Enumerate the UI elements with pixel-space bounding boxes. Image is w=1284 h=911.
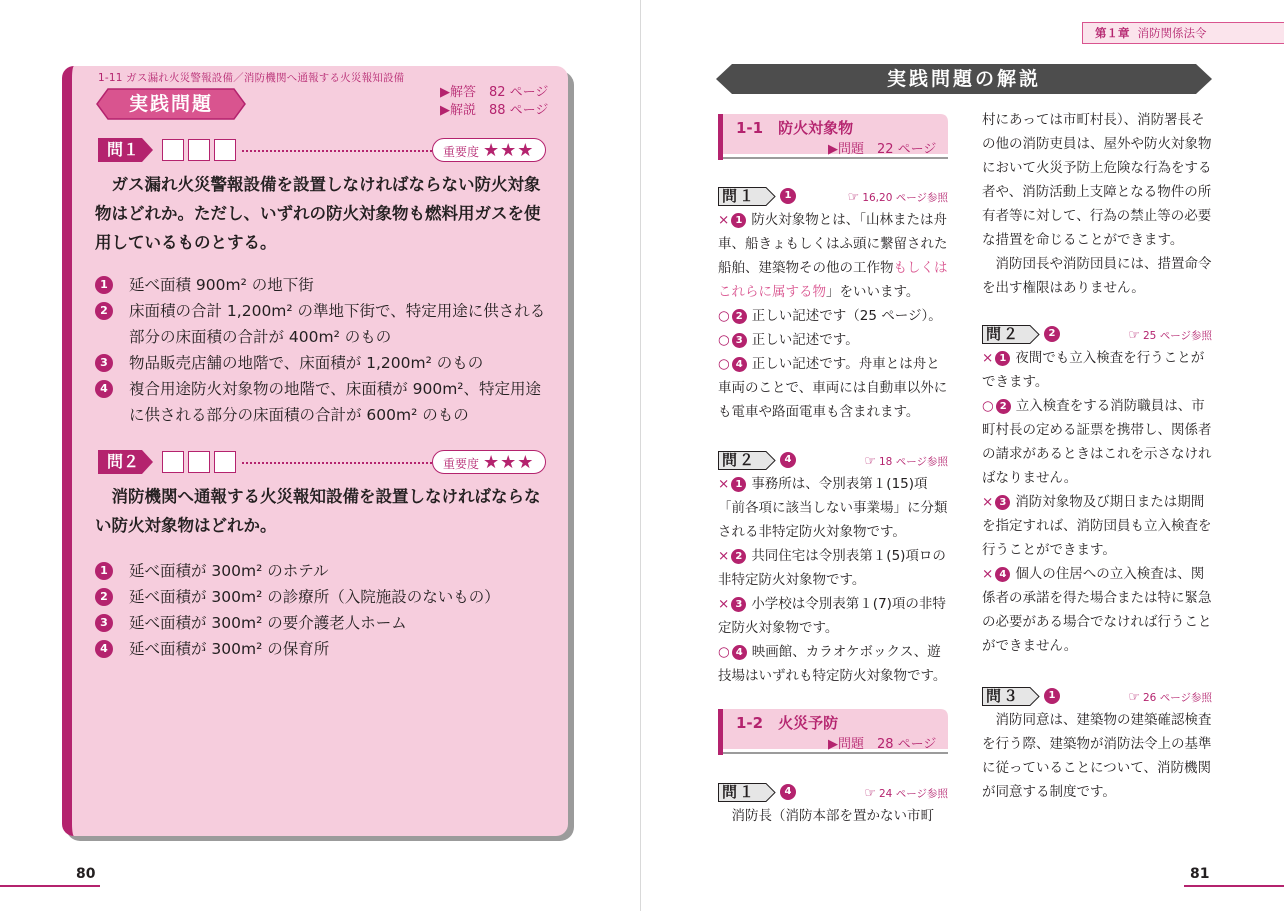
choice-2-icon: 2: [996, 399, 1011, 414]
explanation-line: [718, 592, 948, 640]
option-text: 延べ面積が 300m² の診療所（入院施設のないもの）: [129, 588, 500, 606]
explanation-line: [982, 394, 1212, 490]
page-number: 81: [1190, 866, 1210, 882]
answer-ref-text: 18 ページ参照: [879, 456, 948, 468]
choice-3-icon: 3: [732, 333, 747, 348]
question-1-text: ガス漏れ火災警報設備を設置しなければならない防火対象物はどれか。ただし、いずれの防火対象物も燃料用ガスを使用しているものとする。: [95, 175, 541, 252]
question-2-options: [95, 558, 555, 662]
explanation-line: [718, 208, 948, 304]
answer-2-header: [718, 448, 948, 472]
right-mark-icon: ○: [718, 332, 730, 348]
option-text: 物品販売店舗の地階で、床面積が 1,200m² のもの: [129, 354, 484, 372]
explanation-line: [718, 544, 948, 592]
practice-label: 実践問題: [128, 93, 213, 115]
option[interactable]: [95, 558, 555, 584]
answer-number-icon: 4: [780, 784, 796, 800]
explanation-text: 消防同意は、建築物の建築確認検査を行う際、建築物が消防法令上の基準に従っていることについて、消防機関が同意する制度です。: [982, 712, 1212, 800]
explanation-column-2: [982, 108, 1212, 804]
question-1-options: [95, 272, 555, 428]
question-2-header: [98, 450, 548, 476]
answer-number-icon: 2: [1044, 326, 1060, 342]
explanation-text: 映画館、カラオケボックス、遊技場はいずれも特定防火対象物です。: [718, 644, 947, 684]
choice-3-icon: 3: [731, 597, 746, 612]
pointing-hand-icon: ☞: [1128, 328, 1140, 343]
question-1-tag: [98, 138, 154, 162]
check-box-3[interactable]: [214, 451, 236, 473]
explanation-line: [982, 562, 1212, 658]
explanation-text: 共同住宅は令別表第１(5)項ロの非特定防火対象物です。: [718, 548, 946, 588]
section-1-1-header: [718, 114, 948, 160]
answer-ref-text: 25 ページ参照: [1143, 330, 1212, 342]
check-box-1[interactable]: [162, 451, 184, 473]
wrong-mark-icon: ×: [718, 596, 730, 612]
page-refs: [440, 84, 548, 120]
explanation-text: 」をいいます。: [826, 284, 920, 300]
wrong-mark-icon: ×: [982, 566, 994, 582]
answer-number-icon: 1: [1044, 688, 1060, 704]
explanation-line: [718, 640, 948, 688]
question-1-label: 問１: [106, 140, 139, 159]
option[interactable]: [95, 584, 555, 610]
choice-4-icon: 4: [995, 567, 1010, 582]
chapter-label: 第１章: [1095, 26, 1130, 40]
explanation-text: 消防団長や消防団員には、措置命令を出す権限はありません。: [982, 256, 1212, 296]
choice-1-icon: 1: [731, 213, 746, 228]
answer-number-icon: 4: [780, 452, 796, 468]
explanation-text: 夜間でも立入検査を行うことができます。: [982, 350, 1205, 390]
section-subtitle: 1-11 ガス漏れ火災警報設備／消防機関へ通報する火災報知設備: [98, 72, 405, 84]
dotted-leader: [242, 150, 432, 152]
choice-4-icon: 4: [732, 357, 747, 372]
option-number-icon: 1: [95, 562, 113, 580]
explanation-text: 消防対象物及び期日または期間を指定すれば、消防団員も立入検査を行うことができます。: [982, 494, 1212, 558]
right-mark-icon: ○: [718, 308, 730, 324]
importance-stars-icon: ★★★: [483, 140, 535, 161]
explanation-text: 正しい記述です（25 ページ）。: [751, 308, 942, 324]
option-text: 延べ面積が 300m² の要介護老人ホーム: [129, 614, 407, 632]
answer-1-header: [718, 184, 948, 208]
answer-tag: [718, 187, 776, 206]
section-1-2-title: 1-2 火災予防: [736, 714, 839, 732]
explanation-text: 防火対象物とは、「山林または舟車、船きょもしくはふ頭に繋留された船舶、建築物その他の工作物: [718, 212, 948, 276]
question-1-header: [98, 138, 548, 164]
answer-label: 問１: [722, 187, 757, 205]
section-1-1-ref: ▶問題 22 ページ: [828, 142, 937, 157]
answer-ref: [848, 186, 948, 210]
option-number-icon: 1: [95, 276, 113, 294]
explanation-text: 消防長（消防本部を置かない市町: [731, 808, 934, 824]
check-box-3[interactable]: [214, 139, 236, 161]
answer-1-2-1-header: [718, 780, 948, 804]
answer-label: 問３: [986, 687, 1021, 705]
importance-badge: [432, 450, 546, 474]
wrong-mark-icon: ×: [718, 212, 730, 228]
answer-tag: [982, 687, 1040, 706]
choice-3-icon: 3: [995, 495, 1010, 510]
folio-rule: [0, 885, 100, 887]
option-number-icon: 2: [95, 588, 113, 606]
answer-ref: [864, 450, 948, 474]
explanation-text: 事務所は、令別表第１(15)項「前各項に該当しない事業場」に分類される非特定防火対象物です。: [718, 476, 948, 540]
dotted-leader: [242, 462, 432, 464]
pointing-hand-icon: ☞: [864, 454, 876, 469]
explanation-text: 個人の住居への立入検査は、関係者の承諾を得た場合または特に緊急の必要がある場合でなければ行うことができません。: [982, 566, 1212, 654]
answer-label: 問２: [722, 451, 757, 469]
explanation-line: [718, 328, 948, 352]
answer-ref-text: 26 ページ参照: [1143, 692, 1212, 704]
banner-title: 実践問題の解説: [886, 68, 1041, 90]
answer-1-2-3-header: [982, 684, 1212, 708]
right-page: [642, 0, 1284, 911]
page-number: 80: [76, 866, 96, 882]
section-1-2-ref: ▶問題 28 ページ: [828, 737, 937, 752]
wrong-mark-icon: ×: [718, 476, 730, 492]
pointing-hand-icon: ☞: [847, 190, 860, 205]
explanation-column-1a: [718, 180, 948, 688]
wrong-mark-icon: ×: [982, 494, 994, 510]
option-text: 延べ面積 900m² の地下街: [129, 276, 314, 294]
answer-number-icon: 1: [780, 188, 796, 204]
option[interactable]: [95, 636, 555, 662]
check-box-1[interactable]: [162, 139, 184, 161]
question-2-tag: [98, 450, 154, 474]
answer-label: 問１: [722, 783, 757, 801]
right-mark-icon: ○: [982, 398, 994, 414]
option[interactable]: [95, 610, 555, 636]
section-1-1-title: 1-1 防火対象物: [736, 119, 854, 137]
answer-tag: [982, 325, 1040, 344]
wrong-mark-icon: ×: [982, 350, 994, 366]
explanation-column-1b: [718, 776, 948, 828]
choice-2-icon: 2: [732, 309, 747, 324]
check-box-2[interactable]: [188, 139, 210, 161]
option[interactable]: [95, 376, 555, 428]
importance-stars-icon: ★★★: [483, 452, 535, 473]
explanation-text: 正しい記述です。: [751, 332, 859, 348]
option[interactable]: [95, 272, 555, 298]
explanation-line: [718, 352, 948, 424]
answer-tag: [718, 451, 776, 470]
option-number-icon: 3: [95, 354, 113, 372]
option-number-icon: 3: [95, 614, 113, 632]
ref-answer: ▶解答 82 ページ: [440, 85, 549, 100]
explanation-text: 立入検査をする消防職員は、市町村長の定める証票を携帯し、関係者の請求があるときはこれを示さなければなりません。: [982, 398, 1212, 486]
importance-label: 重要度: [443, 145, 480, 159]
option-text: 延べ面積が 300m² の保育所: [129, 640, 330, 658]
explanation-text: 正しい記述です。舟車とは舟と車両のことで、車両には自動車以外にも電車や路面電車も含まれます。: [718, 356, 948, 420]
question-2-label: 問２: [106, 452, 139, 471]
right-mark-icon: ○: [718, 644, 730, 660]
explanation-banner: [716, 64, 1212, 96]
answer-label: 問２: [986, 325, 1021, 343]
explanation-text: 村にあっては市町村長）、消防署長その他の消防吏員は、屋外や防火対象物において火災予防上危険な行為をする者や、消防活動上支障となる物件の所有者等に対して、行為の禁止等の必要な措置を命じることができます。: [982, 112, 1212, 248]
explanation-text: 小学校は令別表第１(7)項の非特定防火対象物です。: [718, 596, 946, 636]
option-text: 延べ面積が 300m² のホテル: [129, 562, 329, 580]
answer-ref-text: 24 ページ参照: [879, 788, 948, 800]
explanation-line: [718, 472, 948, 544]
option-number-icon: 2: [95, 302, 113, 320]
option-number-icon: 4: [95, 640, 113, 658]
option-number-icon: 4: [95, 380, 113, 398]
importance-badge: [432, 138, 546, 162]
explanation-line: [982, 490, 1212, 562]
highlighted-text: もしくはこれらに属する物: [718, 260, 948, 300]
answer-tag: [718, 783, 776, 802]
question-2-text: 消防機関へ通報する火災報知設備を設置しなければならない防火対象物はどれか。: [95, 487, 541, 535]
practice-label-tag: [96, 88, 246, 120]
option-text: 床面積の合計 1,200m² の準地下街で、特定用途に供される部分の床面積の合計が 400m² のもの: [129, 302, 546, 346]
right-mark-icon: ○: [718, 356, 730, 372]
choice-4-icon: 4: [732, 645, 747, 660]
option[interactable]: [95, 350, 555, 376]
pointing-hand-icon: ☞: [1128, 690, 1140, 705]
left-page: [0, 0, 641, 911]
pointing-hand-icon: ☞: [864, 786, 876, 801]
explanation-line: [718, 304, 948, 328]
chapter-header: [1082, 22, 1284, 44]
wrong-mark-icon: ×: [718, 548, 730, 564]
folio-rule: [1184, 885, 1284, 887]
answer-ref: [864, 782, 948, 806]
importance-label: 重要度: [443, 457, 480, 471]
answer-ref: [1128, 324, 1212, 348]
ref-explanation: ▶解説 88 ページ: [440, 103, 549, 118]
check-box-2[interactable]: [188, 451, 210, 473]
chapter-title: 消防関係法令: [1137, 26, 1207, 40]
answer-1-2-2-header: [982, 322, 1212, 346]
answer-ref-text: 16,20 ページ参照: [862, 192, 948, 204]
choice-2-icon: 2: [731, 549, 746, 564]
choice-1-icon: 1: [995, 351, 1010, 366]
option[interactable]: [95, 298, 555, 350]
answer-ref: [1128, 686, 1212, 710]
explanation-line: [982, 346, 1212, 394]
option-text: 複合用途防火対象物の地階で、床面積が 900m²、特定用途に供される部分の床面積の合計が 600m² のもの: [129, 380, 542, 424]
section-1-2-header: [718, 709, 948, 755]
choice-1-icon: 1: [731, 477, 746, 492]
